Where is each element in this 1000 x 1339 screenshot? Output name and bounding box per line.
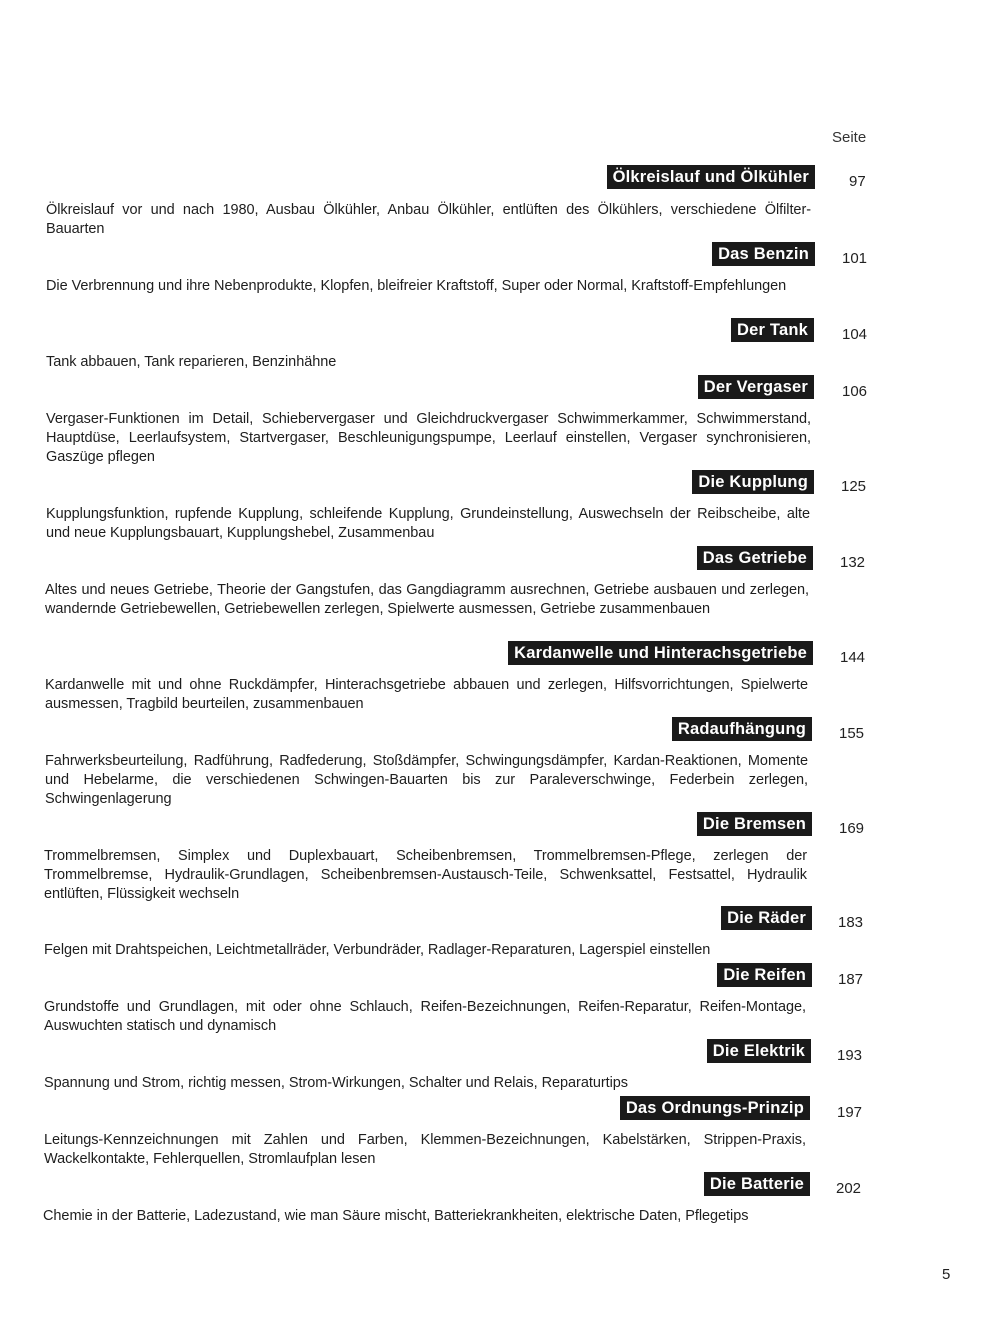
section-page-number: 169 <box>839 820 865 837</box>
toc-entry <box>0 546 1000 617</box>
section-page-number: 104 <box>842 326 868 343</box>
toc-entry <box>0 812 1000 902</box>
section-title: Der Tank <box>731 318 814 342</box>
section-page-number: 183 <box>838 914 864 931</box>
section-page-number: 125 <box>841 478 867 495</box>
section-description: Altes und neues Getriebe, Theorie der Gangstufen, das Gangdiagramm ausrechnen, Getriebe ausbauen und zerlegen, wandernde Getriebewellen, Getriebewellen zerlegen, Spielwerte ausmessen, Getriebe zusammenbauen <box>45 582 809 617</box>
section-description: Trommelbremsen, Simplex und Duplexbauart, Scheibenbremsen, Trommelbremsen-Pflege, zerlegen der Trommelbremse, Hydraulik-Grundlagen, Scheibenbremsen-Austausch-Teile, Schwenksattel, Festsattel, Hydraulik entlüften, Flüssigkeit wechseln <box>44 848 807 902</box>
toc-entry <box>0 906 1000 958</box>
section-page-number: 197 <box>837 1104 863 1121</box>
section-page-number: 155 <box>839 725 865 742</box>
section-description: Spannung und Strom, richtig messen, Strom-Wirkungen, Schalter und Relais, Reparaturtips <box>44 1075 628 1091</box>
section-title: Die Batterie <box>704 1172 810 1196</box>
section-title: Die Räder <box>721 906 812 930</box>
toc-entry <box>0 375 1000 465</box>
toc-entry <box>0 470 1000 541</box>
toc-entry <box>0 717 1000 807</box>
section-description: Chemie in der Batterie, Ladezustand, wie man Säure mischt, Batteriekrankheiten, elektrische Daten, Pflegetips <box>43 1208 749 1224</box>
section-title: Die Elektrik <box>707 1039 811 1063</box>
section-description: Grundstoffe und Grundlagen, mit oder ohne Schlauch, Reifen-Bezeichnungen, Reifen-Reparatur, Reifen-Montage, Auswuchten statisch und dynamisch <box>44 999 806 1034</box>
section-description: Vergaser-Funktionen im Detail, Schiebervergaser und Gleichdruckvergaser Schwimmerkammer, Schwimmerstand, Hauptdüse, Leerlaufsystem, Startvergaser, Beschleunigungspumpe, Leerlauf einstellen, Vergaser synchronisieren, Gaszüge pflegen <box>46 411 811 465</box>
seite-column-header: Seite <box>832 129 867 146</box>
section-description: Felgen mit Drahtspeichen, Leichtmetallräder, Verbundräder, Radlager-Reparaturen, Lagerspiel einstellen <box>44 942 711 958</box>
toc-entry <box>0 641 1000 712</box>
section-title: Das Benzin <box>712 242 815 266</box>
section-title: Radaufhängung <box>672 717 812 741</box>
section-page-number: 106 <box>842 383 868 400</box>
section-title: Kardanwelle und Hinterachsgetriebe <box>508 641 813 665</box>
page-number: 5 <box>942 1266 951 1283</box>
toc-entry <box>0 1096 1000 1167</box>
section-page-number: 144 <box>840 649 866 666</box>
section-description: Tank abbauen, Tank reparieren, Benzinhähne <box>46 354 337 370</box>
section-description: Die Verbrennung und ihre Nebenprodukte, Klopfen, bleifreier Kraftstoff, Super oder Normal, Kraftstoff-Empfehlungen <box>46 278 787 294</box>
section-title: Das Getriebe <box>697 546 813 570</box>
section-description: Kupplungsfunktion, rupfende Kupplung, schleifende Kupplung, Grundeinstellung, Auswechseln der Reibscheibe, alte und neue Kupplungsbauart, Kupplungshebel, Zusammenbau <box>46 506 810 541</box>
toc-entry <box>0 242 1000 294</box>
section-description: Leitungs-Kennzeichnungen mit Zahlen und Farben, Klemmen-Bezeichnungen, Kabelstärken, Strippen-Praxis, Wackelkontakte, Fehlerquellen, Stromlaufplan lesen <box>44 1132 806 1167</box>
toc-entry <box>0 1172 1000 1224</box>
toc-entry <box>0 1039 1000 1091</box>
toc-entry <box>0 318 1000 370</box>
toc-entry <box>0 165 1000 237</box>
section-page-number: 101 <box>842 250 868 267</box>
section-page-number: 193 <box>837 1047 863 1064</box>
section-description: Fahrwerksbeurteilung, Radführung, Radfederung, Stoßdämpfer, Schwingungsdämpfer, Kardan-Reaktionen, Momente und Hebelarme, die verschiedenen Schwingen-Bauarten bis zur Paraleverschwinge, Federbein zerlegen, Schwingenlagerung <box>45 753 808 807</box>
section-page-number: 202 <box>836 1180 862 1197</box>
section-title: Das Ordnungs-Prinzip <box>620 1096 810 1120</box>
section-title: Ölkreislauf und Ölkühler <box>607 165 815 189</box>
section-title: Die Kupplung <box>692 470 814 494</box>
section-page-number: 97 <box>849 173 866 190</box>
section-description: Kardanwelle mit und ohne Ruckdämpfer, Hinterachsgetriebe abbauen und zerlegen, Hilfsvorrichtungen, Spielwerte ausmessen, Tragbild beurteilen, zusammenbauen <box>45 677 808 712</box>
section-page-number: 187 <box>838 971 864 988</box>
toc-entry <box>0 963 1000 1034</box>
section-title: Der Vergaser <box>698 375 814 399</box>
section-description: Ölkreislauf vor und nach 1980, Ausbau Ölkühler, Anbau Ölkühler, entlüften des Ölkühlers, verschiedene Ölfilter-Bauarten <box>46 202 811 237</box>
section-page-number: 132 <box>840 554 866 571</box>
section-title: Die Bremsen <box>697 812 812 836</box>
section-title: Die Reifen <box>717 963 812 987</box>
